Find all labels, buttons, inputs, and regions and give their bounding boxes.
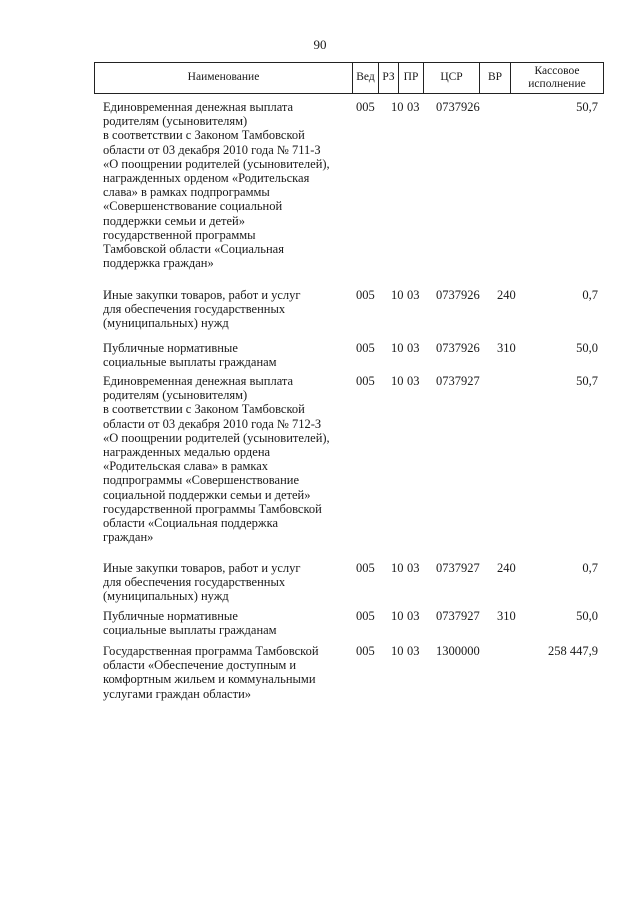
row-ved: 005 (356, 561, 375, 575)
table-row (0, 288, 640, 341)
table-row (0, 100, 640, 288)
row-vr: 240 (497, 561, 516, 575)
row-ved: 005 (356, 100, 375, 114)
row-name: Иные закупки товаров, работ и услуг для обеспечения государственных (муниципальных) нужд (103, 288, 301, 331)
row-rz: 10 (391, 100, 404, 114)
header-rz: РЗ (379, 63, 399, 93)
row-pr: 03 (407, 561, 420, 575)
row-ved: 005 (356, 341, 375, 355)
row-pr: 03 (407, 341, 420, 355)
table-row (0, 341, 640, 374)
row-pr: 03 (407, 288, 420, 302)
row-csr: 0737926 (436, 288, 480, 302)
row-rz: 10 (391, 341, 404, 355)
row-csr: 1300000 (436, 644, 480, 658)
row-pr: 03 (407, 609, 420, 623)
row-name: Единовременная денежная выплата родителям (усыновителям) в соответствии с Законом Тамбовской области от 03 декабря 2010 года № 712-З «О поощрении родителей (усыновителей), награжденных медалью ордена «Родительская слава» в рамках подпрограммы «Совершенствование социальной поддержки семьи и детей» государственной программы Тамбовской области «Социальная поддержка граждан» (103, 374, 330, 545)
table-row (0, 609, 640, 644)
page-number: 90 (313, 37, 327, 52)
row-csr: 0737927 (436, 374, 480, 388)
header-vr: ВР (480, 63, 511, 93)
row-vr: 310 (497, 609, 516, 623)
row-amount: 50,0 (576, 341, 598, 355)
row-rz: 10 (391, 374, 404, 388)
row-name: Иные закупки товаров, работ и услуг для обеспечения государственных (муниципальных) нужд (103, 561, 301, 604)
row-name: Государственная программа Тамбовской области «Обеспечение доступным и комфортным жильем и коммунальными услугами граждан области» (103, 644, 319, 701)
row-vr: 240 (497, 288, 516, 302)
row-vr: 310 (497, 341, 516, 355)
table-row (0, 374, 640, 561)
table-row (0, 644, 640, 714)
header-name: Наименование (95, 63, 353, 93)
row-amount: 50,0 (576, 609, 598, 623)
row-ved: 005 (356, 288, 375, 302)
row-name: Публичные нормативные социальные выплаты гражданам (103, 341, 277, 370)
table-row (0, 561, 640, 609)
row-name: Единовременная денежная выплата родителям (усыновителям) в соответствии с Законом Тамбовской области от 03 декабря 2010 года № 711-З «О поощрении родителей (усыновителей), награжденных орденом «Родительская слава» в рамках подпрограммы «Совершенствование социальной поддержки семьи и детей» государственной программы Тамбовской области «Социальная поддержка граждан» (103, 100, 330, 271)
row-ved: 005 (356, 644, 375, 658)
row-csr: 0737926 (436, 341, 480, 355)
row-csr: 0737927 (436, 561, 480, 575)
table-body (0, 100, 640, 714)
row-pr: 03 (407, 100, 420, 114)
header-cash: Кассовое исполнение (528, 64, 586, 90)
row-amount: 50,7 (576, 374, 598, 388)
row-pr: 03 (407, 374, 420, 388)
row-rz: 10 (391, 644, 404, 658)
row-name: Публичные нормативные социальные выплаты гражданам (103, 609, 277, 638)
row-rz: 10 (391, 288, 404, 302)
row-pr: 03 (407, 644, 420, 658)
row-amount: 258 447,9 (548, 644, 598, 658)
row-amount: 0,7 (582, 288, 598, 302)
row-ved: 005 (356, 609, 375, 623)
row-csr: 0737927 (436, 609, 480, 623)
row-amount: 50,7 (576, 100, 598, 114)
row-csr: 0737926 (436, 100, 480, 114)
row-rz: 10 (391, 561, 404, 575)
header-csr: ЦСР (424, 63, 480, 93)
row-ved: 005 (356, 374, 375, 388)
header-ved: Вед (353, 63, 379, 93)
header-pr: ПР (399, 63, 424, 93)
row-rz: 10 (391, 609, 404, 623)
table-header (94, 62, 604, 94)
row-amount: 0,7 (582, 561, 598, 575)
